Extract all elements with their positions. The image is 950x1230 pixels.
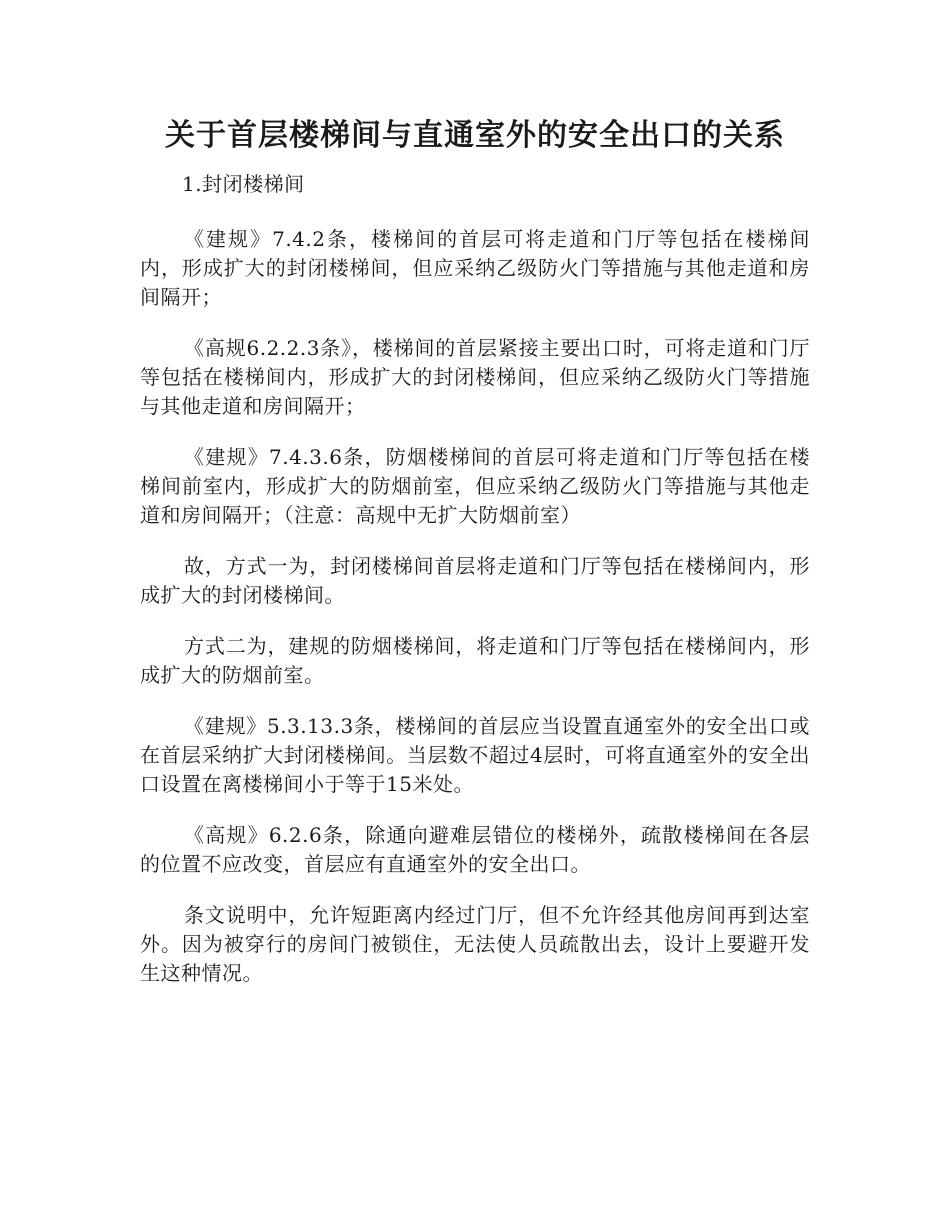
paragraph-method-one: 故，方式一为，封闭楼梯间首层将走道和门厅等包括在楼梯间内，形成扩大的封闭楼梯间。 bbox=[140, 554, 810, 607]
paragraph-explanation: 条文说明中，允许短距离内经过门厅，但不允许经其他房间再到达室外。因为被穿行的房间门被锁住，无法使人员疏散出去，设计上要避开发生这种情况。 bbox=[140, 903, 810, 985]
paragraph-gaogui-6-2-6: 《高规》6.2.6条，除通向避难层错位的楼梯外，疏散楼梯间在各层的位置不应改变，首层应有直通室外的安全出口。 bbox=[140, 823, 810, 876]
paragraph-jiangui-7-4-3-6: 《建规》7.4.3.6条，防烟楼梯间的首层可将走道和门厅等包括在楼梯间前室内，形成扩大的防烟前室，但应采纳乙级防火门等措施与其他走道和房间隔开；（注意：高规中无扩大防烟前室） bbox=[140, 445, 810, 527]
paragraph-jiangui-7-4-2: 《建规》7.4.2条，楼梯间的首层可将走道和门厅等包括在楼梯间内，形成扩大的封闭楼梯间，但应采纳乙级防火门等措施与其他走道和房间隔开； bbox=[140, 227, 810, 309]
document-title: 关于首层楼梯间与直通室外的安全出口的关系 bbox=[165, 118, 785, 153]
paragraph-gaogui-6-2-2-3: 《高规6.2.2.3条》，楼梯间的首层紧接主要出口时，可将走道和门厅等包括在楼梯间内，形成扩大的封闭楼梯间，但应采纳乙级防火门等措施与其他走道和房间隔开； bbox=[140, 336, 810, 418]
paragraph-method-two: 方式二为，建规的防烟楼梯间，将走道和门厅等包括在楼梯间内，形成扩大的防烟前室。 bbox=[140, 634, 810, 687]
paragraph-jiangui-5-3-13-3: 《建规》5.3.13.3条，楼梯间的首层应当设置直通室外的安全出口或在首层采纳扩大封闭楼梯间。当层数不超过4层时，可将直通室外的安全出口设置在离楼梯间小于等于15米处。 bbox=[140, 714, 810, 796]
document-body bbox=[140, 170, 810, 1010]
section-heading: 1.封闭楼梯间 bbox=[182, 172, 305, 196]
